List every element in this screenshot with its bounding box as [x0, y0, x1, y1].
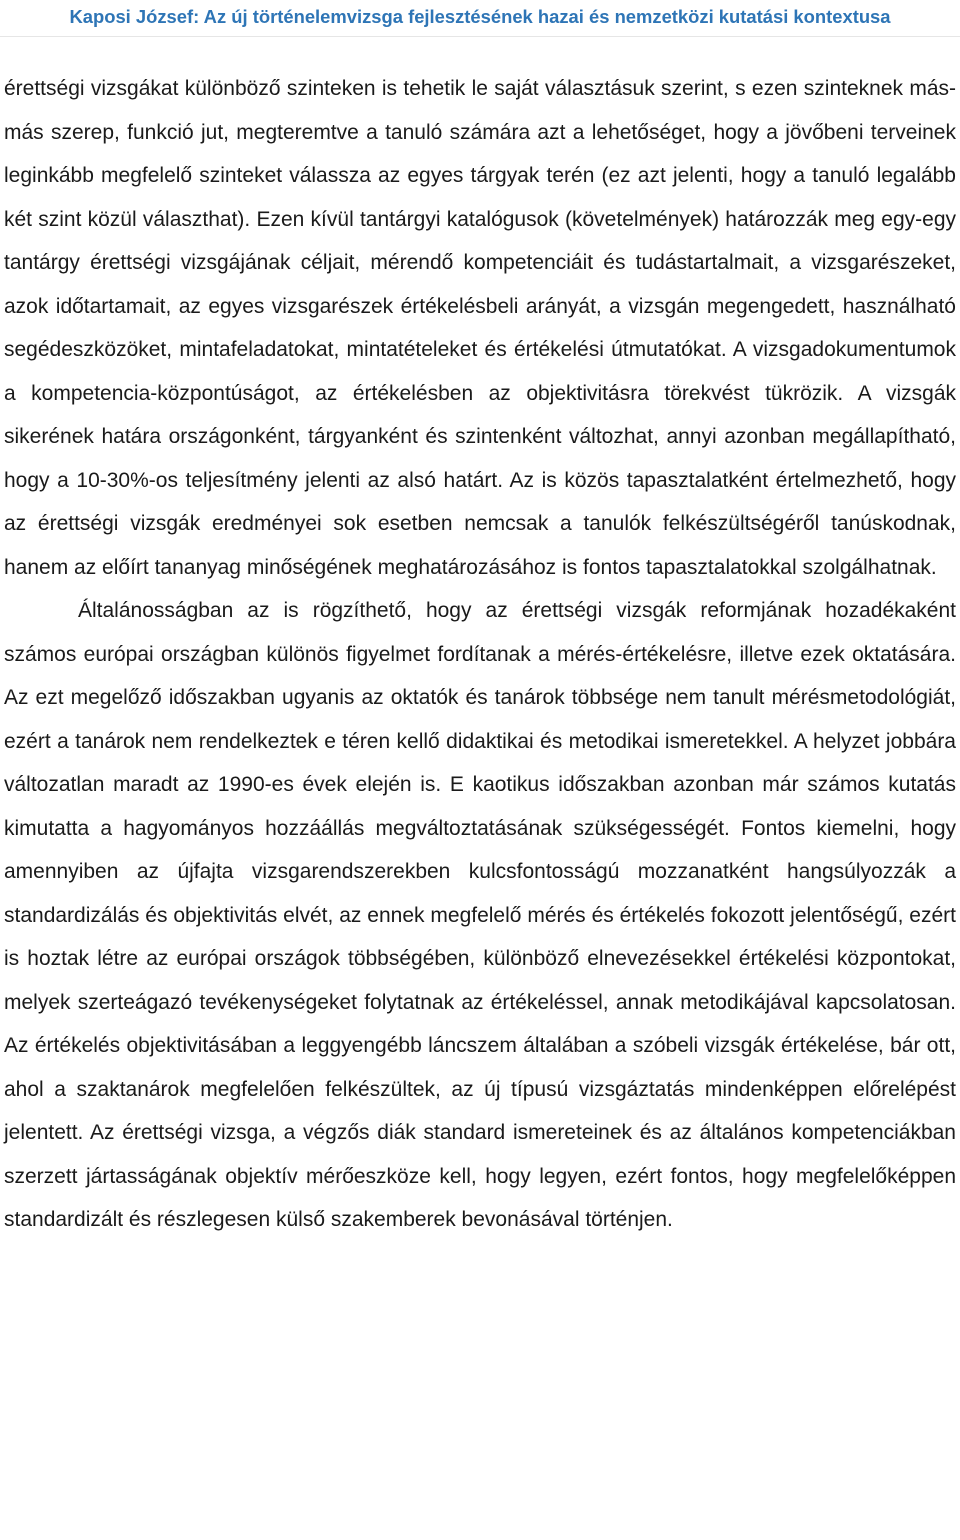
paragraph-1: érettségi vizsgákat különböző szinteken is tehetik le saját választásuk szerint, s ezen szinteknek más-más szerep, funkció jut, megteremtve a tanuló számára azt a lehetőséget, hogy a jövőbeni terveinek leginkább megfelelő szinteket válassza az egyes tárgyak terén (ez azt jelenti, hogy a tanuló legalább két szint közül választhat). Ezen kívül tantárgyi katalógusok (követelmények) határozzák meg egy-egy tantárgy érettségi vizsgájának céljait, mérendő kompetenciáit és tudástartalmait, a vizsgarészeket, azok időtartamait, az egyes vizsgarészek értékelésbeli arányát, a vizsgán megengedett, használható segédeszközöket, mintafeladatokat, mintatételeket és értékelési útmutatókat. A vizsgadokumentumok a kompetencia-központúságot, az értékelésben az objektivitásra törekvést tükrözik. A vizsgák sikerének határa országonként, tárgyanként és szintenként változhat, annyi azonban megállapítható, hogy a 10-30%-os teljesítmény jelenti az alsó határt. Az is közös tapasztalatként értelmezhető, hogy az érettségi vizsgák eredményei sok esetben nemcsak a tanulók felkészültségéről tanúskodnak, hanem az előírt tananyag minőségének meghatározásához is fontos tapasztalatokkal szolgálhatnak.	[4, 77, 956, 579]
document-body	[4, 67, 956, 1242]
header-divider	[0, 36, 960, 37]
running-header-title: Kaposi József: Az új történelemvizsga fejlesztésének hazai és nemzetközi kutatási kontextusa	[69, 6, 891, 27]
paragraph-2: Általánosságban az is rögzíthető, hogy az érettségi vizsgák reformjának hozadékaként számos európai országban különös figyelmet fordítanak a mérés-értékelésre, illetve ezek oktatására. Az ezt megelőző időszakban ugyanis az oktatók és tanárok többsége nem tanult mérésmetodológiát, ezért a tanárok nem rendelkeztek e téren kellő didaktikai és metodikai ismeretekkel. A helyzet jobbára változatlan maradt az 1990-es évek elején is. E kaotikus időszakban azonban már számos kutatás kimutatta a hagyományos hozzáállás megváltoztatásának szükségességét. Fontos kiemelni, hogy amennyiben az újfajta vizsgarendszerekben kulcsfontosságú mozzanatként hangsúlyozzák a standardizálás és objektivitás elvét, az ennek megfelelő mérés és értékelés fokozott jelentőségű, ezért is hoztak létre az európai országok többségében, különböző elnevezésekkel értékelési központokat, melyek szerteágazó tevékenységeket folytatnak az értékeléssel, annak metodikájával kapcsolatosan. Az értékelés objektivitásában a leggyengébb láncszem általában a szóbeli vizsgák értékelése, bár ott, ahol a szaktanárok megfelelően felkészültek, az új típusú vizsgáztatás mindenképpen előrelépést jelentett. Az érettségi vizsga, a végzős diák standard ismereteinek és az általános kompetenciákban szerzett jártasságának objektív mérőeszköze kell, hogy legyen, ezért fontos, hogy megfelelőképpen standardizált és részlegesen külső szakemberek bevonásával történjen.	[4, 599, 956, 1231]
